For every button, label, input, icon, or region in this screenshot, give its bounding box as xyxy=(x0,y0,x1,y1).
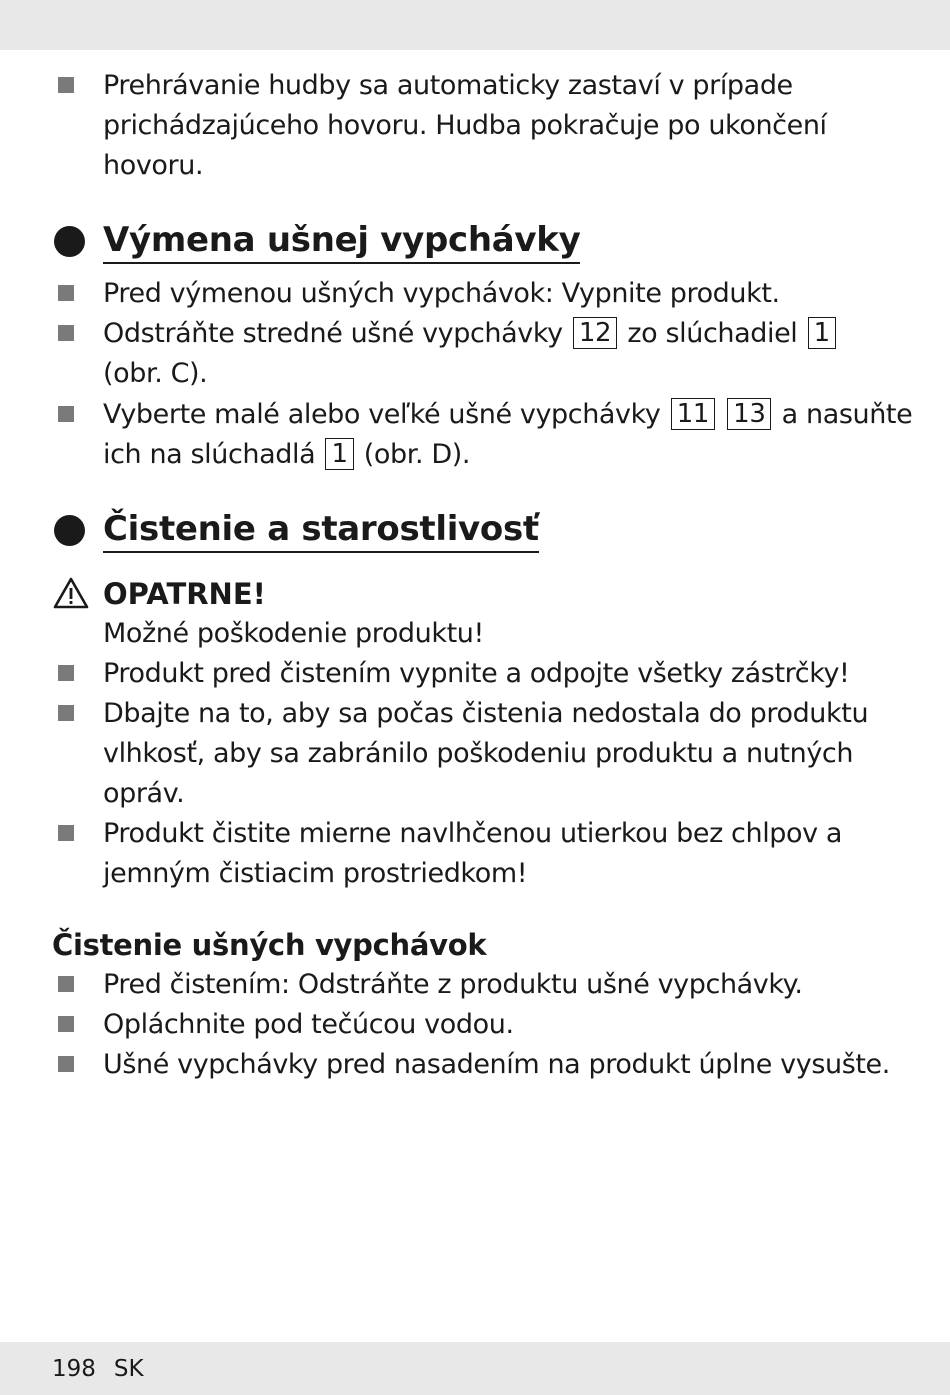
list-item-line: (obr. C). xyxy=(103,358,208,389)
language-code: SK xyxy=(113,1356,144,1382)
part-reference-box: 12 xyxy=(573,317,617,349)
list-item xyxy=(103,66,827,186)
list-item-line: opráv. xyxy=(103,778,185,809)
list-item xyxy=(103,395,912,475)
part-reference-box: 1 xyxy=(808,317,836,349)
list-item-text: (obr. D). xyxy=(363,439,471,470)
list-item: Pred čistením: Odstráňte z produktu ušné vypchávky. xyxy=(103,969,803,1000)
square-bullet-icon xyxy=(58,665,74,681)
list-item-line: hovoru. xyxy=(103,150,204,181)
list-item: Produkt pred čistením vypnite a odpojte všetky zástrčky! xyxy=(103,658,850,689)
warning-triangle-icon xyxy=(52,576,90,610)
warning-title: OPATRNE! xyxy=(103,577,266,611)
square-bullet-icon xyxy=(58,705,74,721)
warning-text: Možné poškodenie produktu! xyxy=(103,618,484,649)
list-item-text: zo slúchadiel xyxy=(627,318,798,349)
subsection-heading-cleaning-tips: Čistenie ušných vypchávok xyxy=(52,928,487,962)
list-item-line: Produkt čistite mierne navlhčenou utierkou bez chlpov a xyxy=(103,818,843,849)
list-item-line: Prehrávanie hudby sa automaticky zastaví v prípade xyxy=(103,70,793,101)
section-heading-eartips: Výmena ušnej vypchávky xyxy=(103,218,580,264)
list-item xyxy=(103,694,868,814)
square-bullet-icon xyxy=(58,1056,74,1072)
list-item-text: ich na slúchadlá xyxy=(103,439,316,470)
square-bullet-icon xyxy=(58,325,74,341)
filled-circle-icon xyxy=(54,226,85,257)
top-band xyxy=(0,0,950,50)
list-item: Pred výmenou ušných vypchávok: Vypnite produkt. xyxy=(103,278,780,309)
square-bullet-icon xyxy=(58,976,74,992)
list-item-line: Dbajte na to, aby sa počas čistenia nedostala do produktu xyxy=(103,698,869,729)
square-bullet-icon xyxy=(58,285,74,301)
list-item xyxy=(103,314,838,394)
square-bullet-icon xyxy=(58,825,74,841)
filled-circle-icon xyxy=(54,515,85,546)
list-item-line: vlhkosť, aby sa zabránilo poškodeniu produktu a nutných xyxy=(103,738,854,769)
page-footer xyxy=(52,1355,144,1383)
list-item-line: prichádzajúceho hovoru. Hudba pokračuje po ukončení xyxy=(103,110,827,141)
square-bullet-icon xyxy=(58,1016,74,1032)
square-bullet-icon xyxy=(58,77,74,93)
square-bullet-icon xyxy=(58,406,74,422)
list-item-line xyxy=(103,435,912,475)
list-item-line: jemným čistiacim prostriedkom! xyxy=(103,858,528,889)
part-reference-box: 1 xyxy=(325,438,353,470)
list-item-line xyxy=(103,395,912,435)
part-reference-box: 13 xyxy=(727,398,771,430)
list-item-text: a nasuňte xyxy=(781,399,913,430)
list-item: Ušné vypchávky pred nasadením na produkt úplne vysušte. xyxy=(103,1049,890,1080)
list-item-line xyxy=(103,314,838,354)
part-reference-box: 11 xyxy=(671,398,715,430)
list-item-text: Odstráňte stredné ušné vypchávky xyxy=(103,318,563,349)
section-heading-care: Čistenie a starostlivosť xyxy=(103,507,539,553)
list-item: Opláchnite pod tečúcou vodou. xyxy=(103,1009,514,1040)
page-number: 198 xyxy=(52,1356,96,1382)
list-item xyxy=(103,814,842,894)
list-item-text: Vyberte malé alebo veľké ušné vypchávky xyxy=(103,399,661,430)
